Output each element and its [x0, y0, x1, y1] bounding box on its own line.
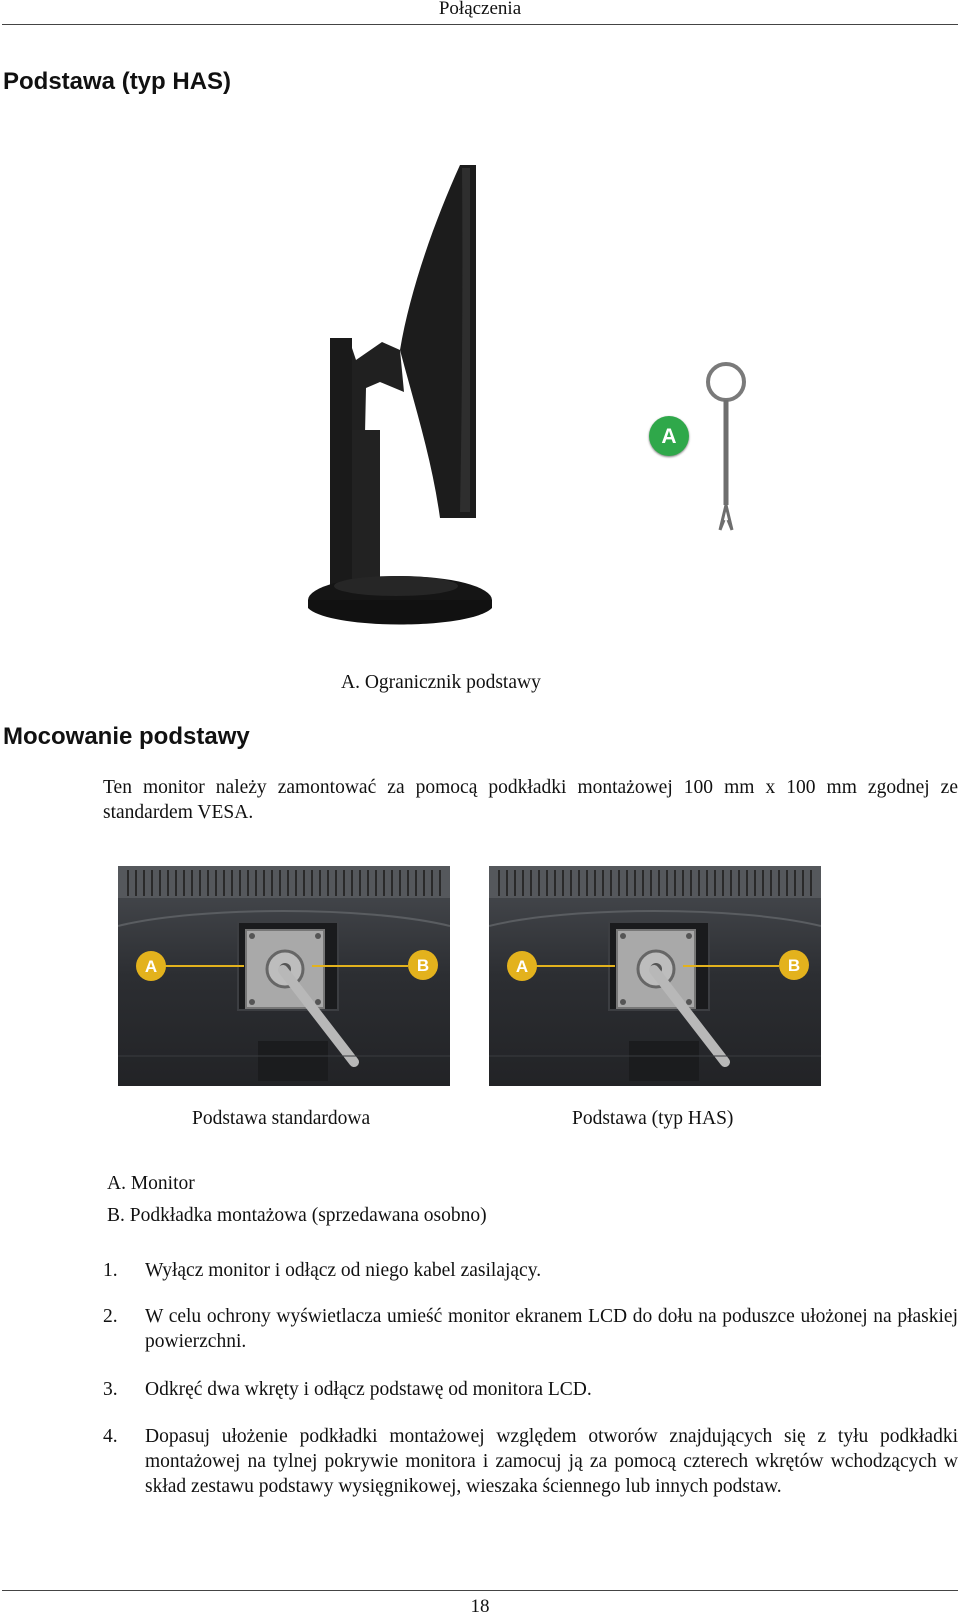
figure2-badge-a: A	[507, 951, 537, 981]
page-header	[0, 0, 960, 24]
figure2-caption: Podstawa (typ HAS)	[572, 1108, 734, 1129]
standard-stand-mounting-image	[118, 866, 450, 1086]
mounting-section-title: Mocowanie podstawy	[3, 723, 250, 750]
figure1-badge-b: B	[408, 950, 438, 980]
step-text: W celu ochrony wyświetlacza umieść monitor ekranem LCD do dołu na poduszce ułożonej na płaskiej powierzchni.	[145, 1306, 958, 1352]
step-number: 3.	[103, 1379, 118, 1400]
has-stand-mounting-image	[489, 866, 821, 1086]
figure1-caption: Podstawa standardowa	[192, 1108, 371, 1129]
legend-item-a: A. Monitor	[107, 1173, 195, 1194]
footer-rule	[2, 1590, 958, 1591]
step-number: 4.	[103, 1426, 118, 1447]
figure2-badge-b: B	[779, 950, 809, 980]
step-text: Dopasuj ułożenie podkładki montażowej względem otworów znajdujących się z tyłu podkładki montażowej na tylnej pokrywie monitora i zamocuj ją za pomocą czterech wkrętów wchodzących w skład zestawu podstawy wysięgnikowej, wieszaka ściennego lub innych podstaw.	[145, 1426, 958, 1497]
step-text: Wyłącz monitor i odłącz od niego kabel zasilający.	[145, 1260, 542, 1281]
stopper-caption: A. Ogranicznik podstawy	[341, 672, 541, 693]
figure1-badge-a: A	[136, 951, 166, 981]
monitor-side-view-image	[300, 160, 500, 630]
step-number: 1.	[103, 1260, 118, 1281]
legend-item-b: B. Podkładka montażowa (sprzedawana osobno)	[107, 1205, 487, 1226]
step-text: Odkręć dwa wkręty i odłącz podstawę od monitora LCD.	[145, 1379, 592, 1400]
header-rule	[2, 24, 958, 25]
step-number: 2.	[103, 1306, 118, 1327]
page-number: 18	[470, 1596, 490, 1617]
stand-section-title: Podstawa (typ HAS)	[3, 68, 232, 95]
stopper-badge-a: A	[649, 416, 689, 456]
header-section-title: Połączenia	[438, 0, 522, 19]
mounting-intro-paragraph: Ten monitor należy zamontować za pomocą podkładki montażowej 100 mm x 100 mm zgodnej ze standardem VESA.	[103, 777, 958, 823]
